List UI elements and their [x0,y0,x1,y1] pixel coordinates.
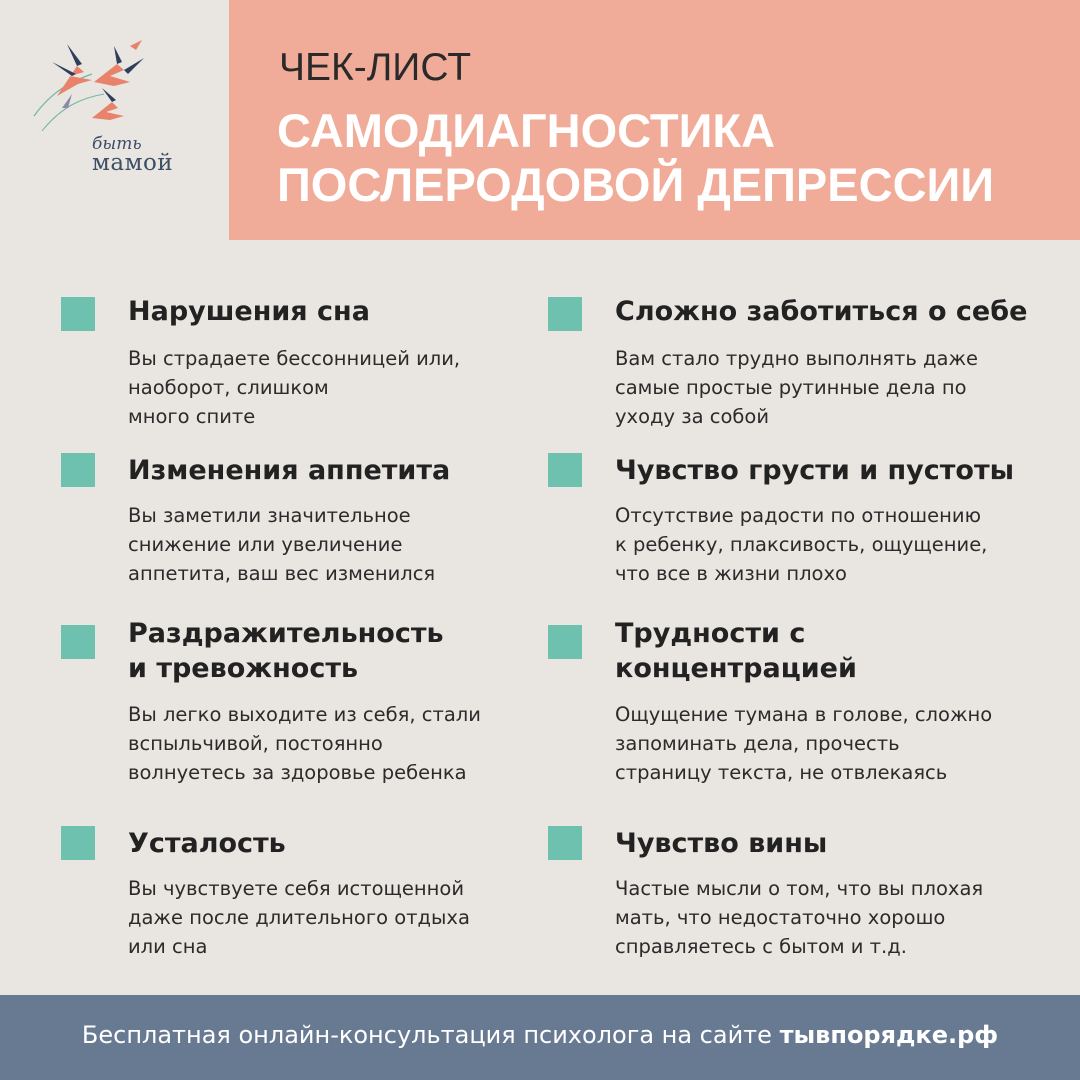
brand-line2: мамой [92,150,174,176]
title-line: ПОСЛЕРОДОВОЙ ДЕПРЕССИИ [277,158,995,211]
item-description [128,501,528,588]
checkbox-marker-icon [61,826,95,860]
title-line: Раздражительность [128,618,444,649]
desc-line: запоминать дела, прочесть [615,732,900,755]
desc-line: Вам стало трудно выполнять даже [615,347,979,370]
desc-line: снижение или увеличение [128,533,403,556]
checkbox-marker-icon [61,625,95,659]
desc-line: мать, что недостаточно хорошо [615,906,946,929]
item-title: Чувство грусти и пустоты [615,455,1015,486]
desc-line: даже после длительного отдыха [128,906,470,929]
brand-line1: быть [92,134,142,154]
desc-line: Ощущение тумана в голове, сложно [615,703,993,726]
website-link[interactable]: тывпорядке.рф [779,1021,999,1049]
desc-line: вспыльчивой, постоянно [128,732,383,755]
footer-caption: Бесплатная онлайн-консультация психолога на сайте [81,1021,780,1049]
desc-line: Частые мысли о том, что вы плохая [615,877,984,900]
desc-line: Вы легко выходите из себя, стали [128,703,481,726]
desc-line: или сна [128,935,208,958]
item-description [615,501,1015,588]
item-title: Сложно заботиться о себе [615,296,1028,327]
desc-line: уходу за собой [615,405,770,428]
checkbox-marker-icon [548,453,582,487]
item-description [615,874,1015,961]
title-line: Трудности с [615,618,806,649]
desc-line: Вы заметили значительное [128,504,411,527]
page-title [277,104,1067,212]
item-description [615,700,1015,787]
item-description [128,700,528,787]
checkbox-marker-icon [61,297,95,331]
header-banner [229,0,1080,240]
footer-banner [0,995,1080,1080]
desc-line: самые простые рутинные дела по [615,376,967,399]
title-line: САМОДИАГНОСТИКА [277,104,776,157]
desc-line: Отсутствие радости по отношению [615,504,981,527]
brand-logo [32,36,202,186]
item-description [128,344,528,431]
desc-line: аппетита, ваш вес изменился [128,562,436,585]
item-description [615,344,1015,431]
swallows-logo-icon [32,36,172,146]
desc-line: Вы чувствуете себя истощенной [128,877,465,900]
item-title: Нарушения сна [128,296,370,327]
desc-line: к ребенку, плаксивость, ощущение, [615,533,988,556]
item-title: Чувство вины [615,828,828,859]
checkbox-marker-icon [548,625,582,659]
item-title [128,616,548,686]
desc-line: много спите [128,405,256,428]
title-line: концентрацией [615,653,857,684]
desc-line: что все в жизни плохо [615,562,847,585]
item-description [128,874,528,961]
item-title [615,616,1035,686]
checkbox-marker-icon [61,453,95,487]
checkbox-marker-icon [548,297,582,331]
checkbox-marker-icon [548,826,582,860]
footer-text [0,1021,1080,1049]
desc-line: справляетесь с бытом и т.д. [615,935,907,958]
header-kicker: ЧЕК-ЛИСТ [279,46,472,89]
item-title: Усталость [128,828,286,859]
desc-line: волнуетесь за здоровье ребенка [128,761,467,784]
item-title: Изменения аппетита [128,455,451,486]
desc-line: страницу текста, не отвлекаясь [615,761,948,784]
desc-line: Вы страдаете бессонницей или, [128,347,461,370]
title-line: и тревожность [128,653,359,684]
desc-line: наоборот, слишком [128,376,329,399]
